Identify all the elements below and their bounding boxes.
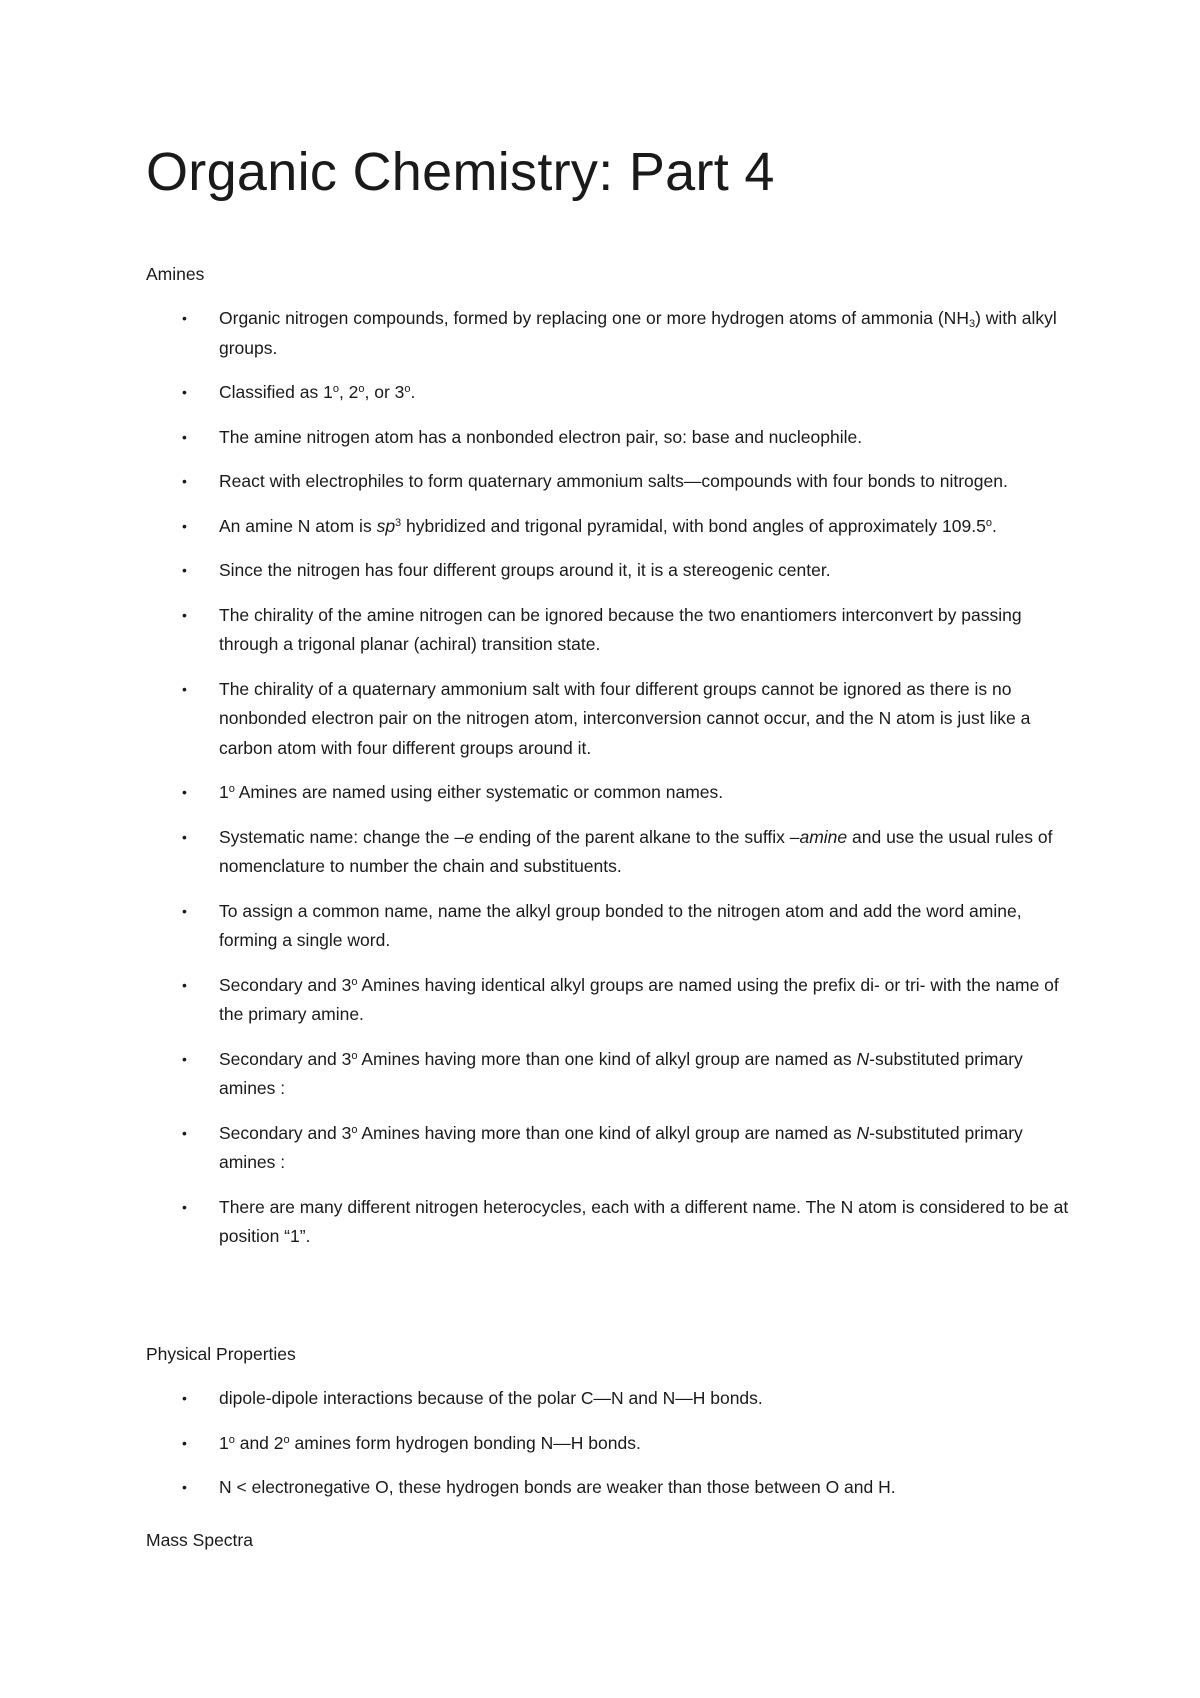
bullet-icon: • bbox=[182, 828, 187, 845]
bullet-icon: • bbox=[182, 680, 187, 697]
amines-bullet-list bbox=[146, 304, 1076, 1267]
list-item: • Secondary and 3$^o$ Amines having more than one kind of alkyl group are named as N-substituted primary amines : bbox=[146, 1045, 1076, 1104]
bullet-icon: • bbox=[182, 384, 187, 400]
list-item: • dipole-dipole interactions because of the polar C—N and N—H bonds. bbox=[146, 1384, 1076, 1414]
bullet-icon: • bbox=[182, 1479, 187, 1495]
physical-properties-bullet-list bbox=[146, 1384, 1076, 1518]
section-heading-physical-properties: Physical Properties bbox=[146, 1344, 296, 1364]
list-item: • Secondary and 3$^o$ Amines having more than one kind of alkyl group are named as N-substituted primary amines : bbox=[146, 1119, 1076, 1178]
list-item: • Secondary and 3$^o$ Amines having identical alkyl groups are named using the prefix di- or tri- with the name of the primary amine. bbox=[146, 971, 1076, 1030]
bullet-icon: • bbox=[182, 517, 187, 534]
bullet-icon: • bbox=[182, 1198, 187, 1215]
list-item: • The chirality of a quaternary ammonium salt with four different groups cannot be ignored as there is no nonbonded electron pair on the nitrogen atom, interconversion cannot occur, and the N atom is just like a carbon atom with four different groups around it. bbox=[146, 675, 1076, 764]
section-heading-mass-spectra: Mass Spectra bbox=[146, 1530, 253, 1550]
list-item: • Classified as 1$^o$, 2$^o$, or 3$^o$. bbox=[146, 378, 1076, 408]
bullet-icon: • bbox=[182, 1390, 187, 1406]
list-item: • Since the nitrogen has four different groups around it, it is a stereogenic center. bbox=[146, 556, 1076, 586]
list-item: • N < electronegative O, these hydrogen bonds are weaker than those between O and H. bbox=[146, 1473, 1076, 1503]
bullet-icon: • bbox=[182, 562, 187, 578]
list-item: • The amine nitrogen atom has a nonbonded electron pair, so: base and nucleophile. bbox=[146, 423, 1076, 453]
list-item: • The chirality of the amine nitrogen can be ignored because the two enantiomers interconvert by passing through a trigonal planar (achiral) transition state. bbox=[146, 601, 1076, 660]
bullet-icon: • bbox=[182, 976, 187, 993]
list-item: • Systematic name: change the –e ending of the parent alkane to the suffix –amine and use the usual rules of nomenclature to number the chain and substituents. bbox=[146, 823, 1076, 882]
list-item: • An amine N atom is $sp^3$ hybridized and trigonal pyramidal, with bond angles of approximately 109.5$^o$. bbox=[146, 512, 1076, 542]
bullet-icon: • bbox=[182, 784, 187, 800]
bullet-icon: • bbox=[182, 606, 187, 623]
section-heading-amines: Amines bbox=[146, 264, 205, 284]
bullet-icon: • bbox=[182, 902, 187, 919]
list-item: • Organic nitrogen compounds, formed by replacing one or more hydrogen atoms of ammonia $(NH_3)$ with alkyl groups. bbox=[146, 304, 1076, 363]
list-item: • To assign a common name, name the alkyl group bonded to the nitrogen atom and add the word amine, forming a single word. bbox=[146, 897, 1076, 956]
bullet-icon: • bbox=[182, 1434, 187, 1451]
list-item: • 1$^o$ and 2$^o$ amines form hydrogen bonding N—H bonds. bbox=[146, 1429, 1076, 1459]
bullet-icon: • bbox=[182, 1050, 187, 1067]
bullet-icon: • bbox=[182, 473, 187, 489]
list-item: • 1$^o$ Amines are named using either systematic or common names. bbox=[146, 778, 1076, 808]
bullet-icon: • bbox=[182, 428, 187, 445]
bullet-icon: • bbox=[182, 1124, 187, 1141]
list-item: • React with electrophiles to form quaternary ammonium salts—compounds with four bonds to nitrogen. bbox=[146, 467, 1076, 497]
bullet-icon: • bbox=[182, 310, 187, 326]
list-item: • There are many different nitrogen heterocycles, each with a different name. The N atom is considered to be at position “1”. bbox=[146, 1193, 1076, 1252]
page-title: Organic Chemistry: Part 4 bbox=[146, 142, 775, 202]
